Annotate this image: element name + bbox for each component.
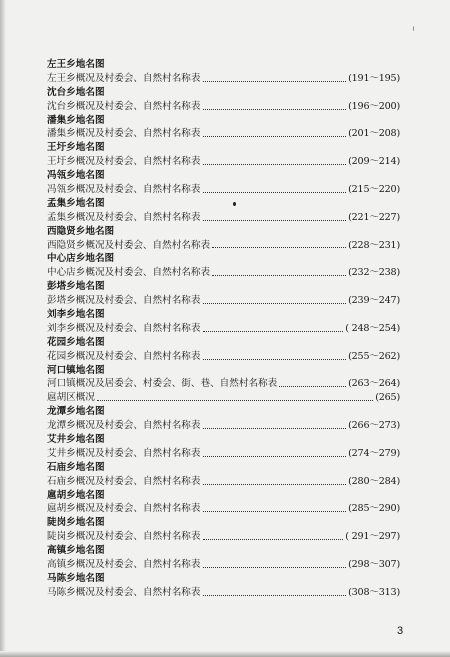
page-range: (263～264) [348,378,400,390]
section-title-text: 高镇乡地名图 [47,545,105,557]
section-title-text: 孟集乡地名图 [47,197,105,209]
entry-text: 西隐贤乡概况及村委会、自然村名称表 [47,239,211,251]
toc-section-title [47,433,400,447]
dot-leader [212,247,346,248]
section-title-text: 龙潭乡地名图 [47,406,105,418]
dot-leader [203,428,347,429]
section-title-text: 沈台乡地名图 [47,86,105,98]
dot-leader [203,109,347,110]
entry-text: 孟集乡概况及村委会、自然村名称表 [47,211,201,223]
toc-section-title [47,572,400,586]
page-range: (308～313) [348,586,400,598]
entry-text: 马陈乡概况及村委会、自然村名称表 [47,586,201,598]
dot-leader [279,386,346,387]
toc-section-title [47,516,400,530]
toc-section-title [47,169,400,183]
dot-leader [203,359,347,360]
entry-text: 扈胡区概况 [47,392,95,404]
entry-text: 潘集乡概况及村委会、自然村名称表 [47,128,201,140]
toc-section-title [47,141,400,155]
entry-text: 龙潭乡概况及村委会、自然村名称表 [47,420,201,432]
entry-text: 沈台乡概况及村委会、自然村名称表 [47,100,201,112]
dot-leader [203,164,347,165]
dot-leader [203,456,347,457]
scan-edge-left [0,0,6,657]
toc-entry [47,183,400,197]
toc-section-title [47,225,400,239]
dot-leader [203,539,344,540]
toc-entry [47,350,400,364]
entry-text: 河口镇概况及居委会、村委会、街、巷、自然村名称表 [47,378,278,390]
entry-text: 石庙乡概况及村委会、自然村名称表 [47,475,201,487]
page-range: (228～231) [348,239,400,251]
section-title-text: 刘李乡地名图 [47,309,105,321]
dot-leader [203,303,347,304]
dot-leader [212,275,346,276]
page-range: (215～220) [348,184,400,195]
toc-entry [47,419,400,433]
section-title-text: 马陈乡地名图 [47,572,105,584]
toc-section-title [47,544,400,558]
entry-text: 中心店乡概况及村委会、自然村名称表 [47,267,211,279]
page-range: (196～200) [348,100,400,112]
page-range: (274～279) [348,447,400,459]
toc-entry [47,266,400,280]
entry-text: 陡岗乡概况及村委会、自然村名称表 [47,531,201,543]
toc-section-title [47,364,400,378]
toc-section-title [47,114,400,128]
entry-text: 冯瓴乡概况及村委会、自然村名称表 [47,184,201,195]
page-range: (221～227) [348,211,400,223]
toc-section-title [47,461,400,475]
dot-leader [203,595,347,596]
toc-section-title [47,489,400,503]
toc-entry [47,530,400,544]
section-title-text: 王圩乡地名图 [47,142,105,154]
toc-entry [47,447,400,461]
page-range: (255～262) [348,350,400,362]
page-range: (266～273) [348,420,400,432]
ink-speck [413,26,414,31]
toc-entry [47,391,400,405]
section-title-text: 左王乡地名图 [47,58,105,70]
toc-entry [47,503,400,517]
dot-leader [203,511,347,512]
entry-text: 花园乡概况及村委会、自然村名称表 [47,350,201,362]
toc-entry [47,155,400,169]
toc-entry [47,475,400,489]
dot-leader [203,484,347,485]
entry-text: 左王乡概况及村委会、自然村名称表 [47,72,201,84]
toc-section-title [47,308,400,322]
section-title-text: 潘集乡地名图 [47,114,105,126]
page-range: (280～284) [348,475,400,487]
dot-leader [203,81,347,82]
toc-section-title [47,58,400,72]
toc-entry [47,127,400,141]
page-range: (209～214) [348,156,400,168]
dot-leader [97,400,373,401]
page-range: (239～247) [348,295,400,307]
section-title-text: 艾井乡地名图 [47,434,105,446]
section-title-text: 冯瓴乡地名图 [47,170,105,182]
entry-text: 王圩乡概况及村委会、自然村名称表 [47,156,201,168]
entry-text: 刘李乡概况及村委会、自然村名称表 [47,322,201,334]
page-range: ( 291～297) [345,531,400,543]
toc-entry [47,377,400,391]
toc-section-title [47,197,400,211]
toc-section-title [47,252,400,266]
entry-text: 高镇乡概况及村委会、自然村名称表 [47,559,201,571]
section-title-text: 花园乡地名图 [47,336,105,348]
page-range: (265) [375,392,400,404]
section-title-text: 西隐贤乡地名图 [47,225,115,237]
page-range: (285～290) [348,503,400,515]
page-range: (232～238) [348,267,400,279]
dot-leader [203,331,344,332]
toc-entry [47,322,400,336]
section-title-text: 彭塔乡地名图 [47,281,105,293]
page-range: (298～307) [348,559,400,571]
toc-section-title [47,336,400,350]
page-number: 3 [397,625,404,637]
dot-leader [203,220,347,221]
toc-entry [47,586,400,600]
dot-leader [203,567,347,568]
scan-edge-bottom [0,651,450,657]
toc-section-title [47,405,400,419]
toc-entry [47,72,400,86]
toc-entry [47,239,400,253]
entry-text: 彭塔乡概况及村委会、自然村名称表 [47,295,201,307]
dot-leader [203,136,347,137]
table-of-contents [47,58,400,600]
page-range: ( 248～254) [345,322,400,334]
toc-entry [47,100,400,114]
section-title-text: 石庙乡地名图 [47,461,105,473]
toc-section-title [47,280,400,294]
entry-text: 扈胡乡概况及村委会、自然村名称表 [47,503,201,515]
dot-leader [203,192,347,193]
entry-text: 艾井乡概况及村委会、自然村名称表 [47,447,201,459]
section-title-text: 中心店乡地名图 [47,253,115,265]
section-title-text: 河口镇地名图 [47,364,105,376]
page-range: (191～195) [348,72,400,84]
section-title-text: 陡岗乡地名图 [47,517,105,529]
toc-entry [47,558,400,572]
toc-entry [47,294,400,308]
toc-entry [47,211,400,225]
page-range: (201～208) [348,128,400,140]
section-title-text: 扈胡乡地名图 [47,489,105,501]
toc-section-title [47,86,400,100]
